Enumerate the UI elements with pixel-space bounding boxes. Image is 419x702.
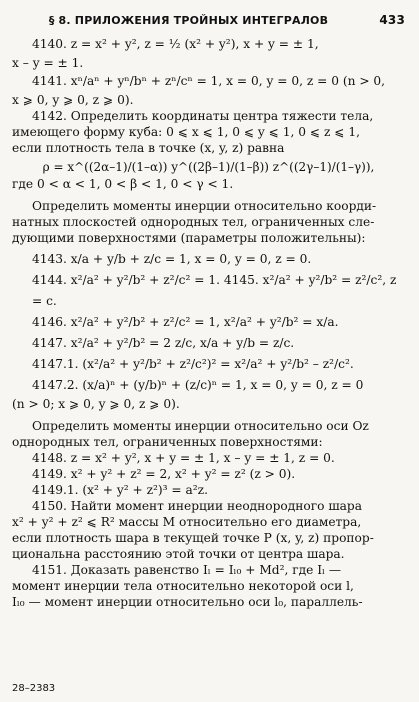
problem-4141-cont: x ⩾ 0, y ⩾ 0, z ⩾ 0). bbox=[12, 93, 134, 107]
density-formula: ρ = x^((2α–1)/(1–α)) y^((2β–1)/(1–β)) z^((2γ–1)/(1–γ)), bbox=[42, 160, 375, 174]
problem-4147-2-cont: (n > 0; x ⩾ 0, y ⩾ 0, z ⩾ 0). bbox=[12, 397, 180, 411]
problem-4140-cont: x – y = ± 1. bbox=[12, 56, 84, 70]
problem-4149: 4149. x² + y² + z² = 2, x² + y² = z² (z > 0). bbox=[32, 467, 296, 481]
problem-4147-2: 4147.2. (x/a)ⁿ + (y/b)ⁿ + (z/c)ⁿ = 1, x = 0, y = 0, z = 0 bbox=[32, 378, 364, 392]
text-line: однородных тел, ограниченных поверхностями: bbox=[12, 435, 323, 449]
problem-4142: 4142. Определить координаты центра тяжести тела, bbox=[32, 109, 374, 123]
text-line: циональна расстоянию этой точки от центра шара. bbox=[12, 547, 345, 561]
text-line: момент инерции тела относительно некоторой оси l, bbox=[12, 579, 354, 593]
printer-signature: 28–2383 bbox=[12, 683, 56, 694]
text-line: где 0 < α < 1, 0 < β < 1, 0 < γ < 1. bbox=[12, 177, 234, 191]
problem-4144-4145: 4144. x²/a² + y²/b² + z²/c² = 1. 4145. x²/a² + y²/b² = z²/c², z = c. bbox=[32, 273, 397, 308]
task-intro-oz: Определить моменты инерции относительно оси Oz bbox=[32, 419, 369, 433]
text-line: дующими поверхностями (параметры положительны): bbox=[12, 231, 366, 245]
problem-4140: 4140. z = x² + y², z = ½ (x² + y²), x + y = ± 1, bbox=[32, 37, 319, 51]
text-line: x² + y² + z² ⩽ R² массы M относительно его диаметра, bbox=[12, 515, 362, 529]
problem-4141: 4141. xⁿ/aⁿ + yⁿ/bⁿ + zⁿ/cⁿ = 1, x = 0, y = 0, z = 0 (n > 0, bbox=[32, 74, 386, 88]
task-intro: Определить моменты инерции относительно коорди- bbox=[32, 199, 377, 213]
problem-4148: 4148. z = x² + y², x + y = ± 1, x – y = ± 1, z = 0. bbox=[32, 451, 335, 465]
page-number: 433 bbox=[379, 13, 405, 27]
problem-4143: 4143. x/a + y/b + z/c = 1, x = 0, y = 0, z = 0. bbox=[32, 252, 312, 266]
problem-4147-1: 4147.1. (x²/a² + y²/b² + z²/c²)² = x²/a² + y²/b² – z²/c². bbox=[32, 357, 354, 371]
text-line: если плотность тела в точке (x, y, z) равна bbox=[12, 141, 285, 155]
text-line: если плотность шара в текущей точке P (x, y, z) пропор- bbox=[12, 531, 374, 545]
problem-4151: 4151. Доказать равенство Iₗ = Iₗ₀ + Md², где Iₗ — bbox=[32, 563, 342, 577]
section-title: § 8. ПРИЛОЖЕНИЯ ТРОЙНЫХ ИНТЕГРАЛОВ bbox=[48, 14, 329, 27]
text-line: натных плоскостей однородных тел, ограниченных сле- bbox=[12, 215, 375, 229]
problem-4150: 4150. Найти момент инерции неоднородного шара bbox=[32, 499, 362, 513]
text-line: Iₗ₀ — момент инерции относительно оси l₀, параллель- bbox=[12, 595, 363, 609]
problem-4149-1: 4149.1. (x² + y² + z²)³ = a²z. bbox=[32, 483, 208, 497]
problem-4146: 4146. x²/a² + y²/b² + z²/c² = 1, x²/a² + y²/b² = x/a. bbox=[32, 315, 339, 329]
problem-4147: 4147. x²/a² + y²/b² = 2 z/c, x/a + y/b = z/c. bbox=[32, 336, 295, 350]
text-line: имеющего форму куба: 0 ⩽ x ⩽ 1, 0 ⩽ y ⩽ 1, 0 ⩽ z ⩽ 1, bbox=[12, 125, 360, 139]
running-header bbox=[12, 10, 405, 32]
